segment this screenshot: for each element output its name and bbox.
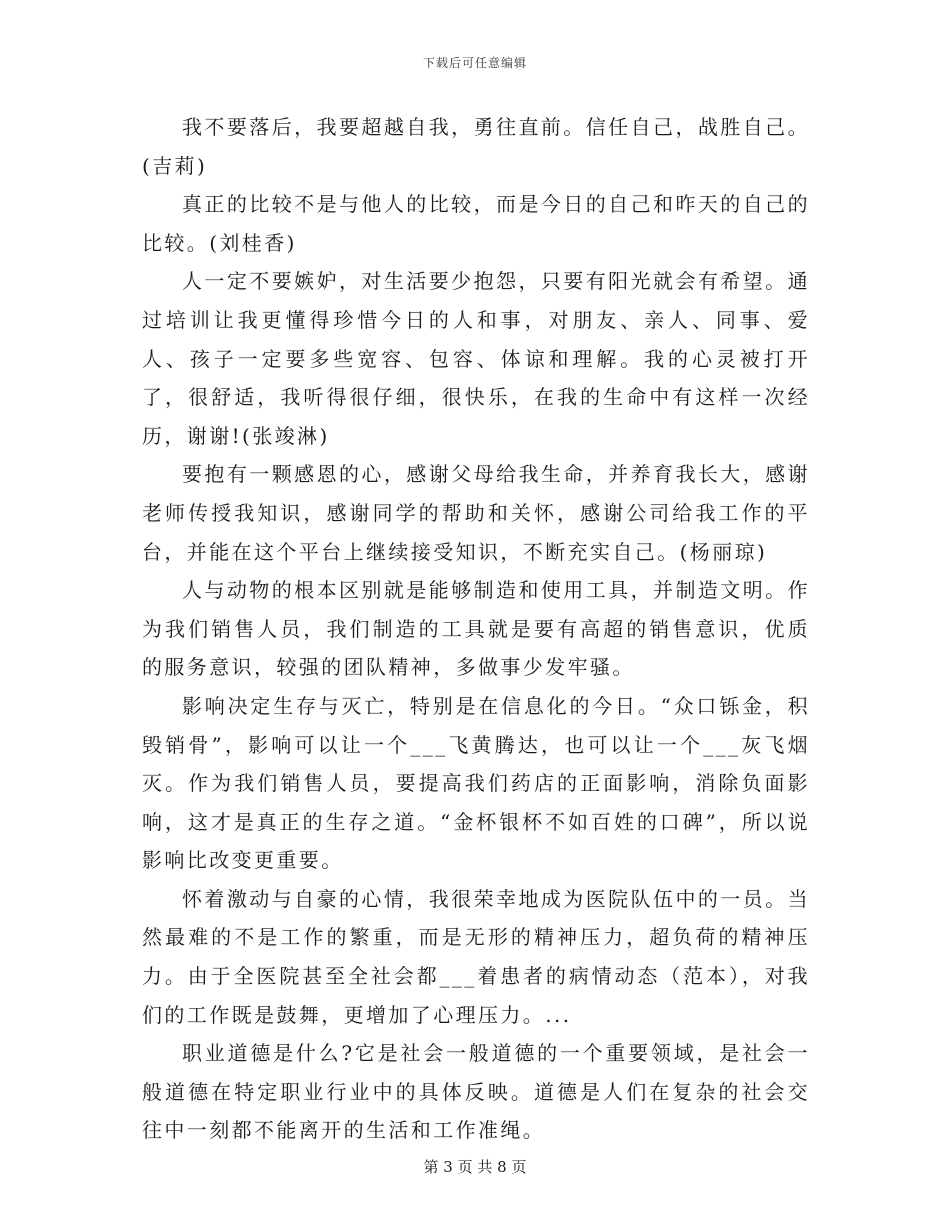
paragraph-8: 职业道德是什么?它是社会一般道德的一个重要领域，是社会一般道德在特定职业行业中的具体反映。道德是人们在复杂的社会交往中一刻都不能离开的生活和工作准绳。 xyxy=(142,1041,810,1143)
paragraph-3: 人一定不要嫉妒，对生活要少抱怨，只要有阳光就会有希望。通过培训让我更懂得珍惜今日的人和事，对朋友、亲人、同事、爱人、孩子一定要多些宽容、包容、体谅和理解。我的心灵被打开了，很舒适，我听得很仔细，很快乐，在我的生命中有这样一次经历，谢谢!(张竣淋) xyxy=(142,269,810,448)
paragraph-2: 真正的比较不是与他人的比较，而是今日的自己和昨天的自己的比较。(刘桂香) xyxy=(142,192,810,255)
paragraph-5: 人与动物的根本区别就是能够制造和使用工具，并制造文明。作为我们销售人员，我们制造的工具就是要有高超的销售意识，优质的服务意识，较强的团队精神，多做事少发牢骚。 xyxy=(142,578,810,680)
paragraph-7: 怀着激动与自豪的心情，我很荣幸地成为医院队伍中的一员。当然最难的不是工作的繁重，而是无形的精神压力，超负荷的精神压力。由于全医院甚至全社会都___着患者的病情动态（范本），对我们的工作既是鼓舞，更增加了心理压力。... xyxy=(142,886,810,1027)
page-footer: 第 3 页 共 8 页 xyxy=(423,1158,527,1176)
paragraph-6: 影响决定生存与灭亡，特别是在信息化的今日。“众口铄金，积毁销骨”，影响可以让一个___飞黄腾达，也可以让一个___灰飞烟灭。作为我们销售人员，要提高我们药店的正面影响，消除负面影响，这才是真正的生存之道。“金杯银杯不如百姓的口碑”，所以说影响比改变更重要。 xyxy=(142,693,810,873)
page-header: 下载后可任意编辑 xyxy=(422,56,527,70)
paragraph-1: 我不要落后，我要超越自我，勇往直前。信任自己，战胜自己。(吉莉) xyxy=(142,115,810,178)
paragraph-4: 要抱有一颗感恩的心，感谢父母给我生命，并养育我长大，感谢老师传授我知识，感谢同学的帮助和关怀，感谢公司给我工作的平台，并能在这个平台上继续接受知识，不断充实自己。(杨丽琼) xyxy=(142,462,810,564)
document-body xyxy=(142,108,810,1150)
